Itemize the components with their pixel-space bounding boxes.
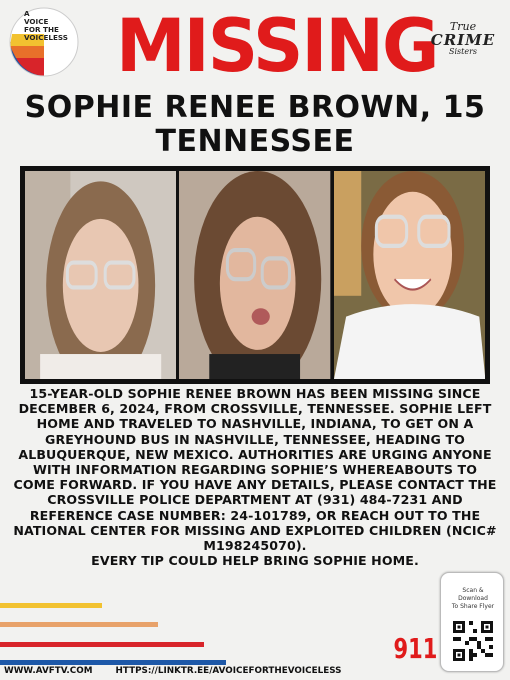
case-description <box>12 386 498 568</box>
bar-orange <box>0 622 158 627</box>
qr-phone-card[interactable] <box>440 572 504 672</box>
qr-line-3: To Share Flyer <box>451 603 495 610</box>
linktree-link[interactable]: HTTPS://LINKTR.EE/AVOICEFORTHEVOICELESS <box>115 666 342 676</box>
person-state: TENNESSEE <box>155 124 355 159</box>
case-description-text: 15-YEAR-OLD SOPHIE RENEE BROWN HAS BEEN MISSING SINCE DECEMBER 6, 2024, FROM CROSSVILLE, TENNESSEE. SOPHIE LEFT HOME AND TRAVELED TO NASHVILLE, INDIANA, TO GET ON A GREYHOUND BUS IN NASHVILLE, TENNESSEE, HEADING TO ALBUQUERQUE, NEW MEXICO. AUTHORITIES ARE URGING ANYONE WITH INFORMATION REGARDING SOPHIE’S WHEREABOUTS TO COME FORWARD. IF YOU HAVE ANY DETAILS, PLEASE CONTACT THE CROSSVILLE POLICE DEPARTMENT AT (931) 484-7231 AND REFERENCE CASE NUMBER: 24-101789, OR REACH OUT TO THE NATIONAL CENTER FOR MISSING AND EXPLOITED CHILDREN (NCIC# M198245070). <box>13 386 497 554</box>
logo-line-2: VOICE <box>24 17 49 26</box>
brand-line-2: CRIME <box>430 31 496 49</box>
bar-blue <box>0 660 226 665</box>
logo-line-4: VOICELESS <box>24 33 68 42</box>
website-link[interactable]: WWW.AVFTV.COM <box>4 666 93 676</box>
qr-caption <box>441 587 505 611</box>
photo-3 <box>334 171 485 379</box>
brand-line-3: Sisters <box>448 47 478 56</box>
bar-yellow <box>0 603 102 608</box>
true-crime-sisters-logo <box>424 20 502 56</box>
photo-2 <box>179 171 330 379</box>
qr-line-2: Download <box>458 595 488 602</box>
tip-line: EVERY TIP COULD HELP BRING SOPHIE HOME. <box>91 553 419 569</box>
photo-strip <box>20 166 490 384</box>
footer-links <box>4 666 424 676</box>
qr-code-icon[interactable] <box>453 621 493 661</box>
bar-red <box>0 642 204 647</box>
logo-line-1: A <box>24 9 30 18</box>
logo-text <box>24 10 76 42</box>
qr-line-1: Scan & <box>462 587 484 594</box>
logo-line-3: FOR THE <box>24 25 59 34</box>
missing-title: MISSING <box>116 2 438 90</box>
person-name-age: SOPHIE RENEE BROWN, 15 <box>24 90 486 125</box>
photo-1 <box>25 171 176 379</box>
emergency-number: 911 <box>393 632 438 665</box>
brand-line-1: True <box>449 20 477 33</box>
